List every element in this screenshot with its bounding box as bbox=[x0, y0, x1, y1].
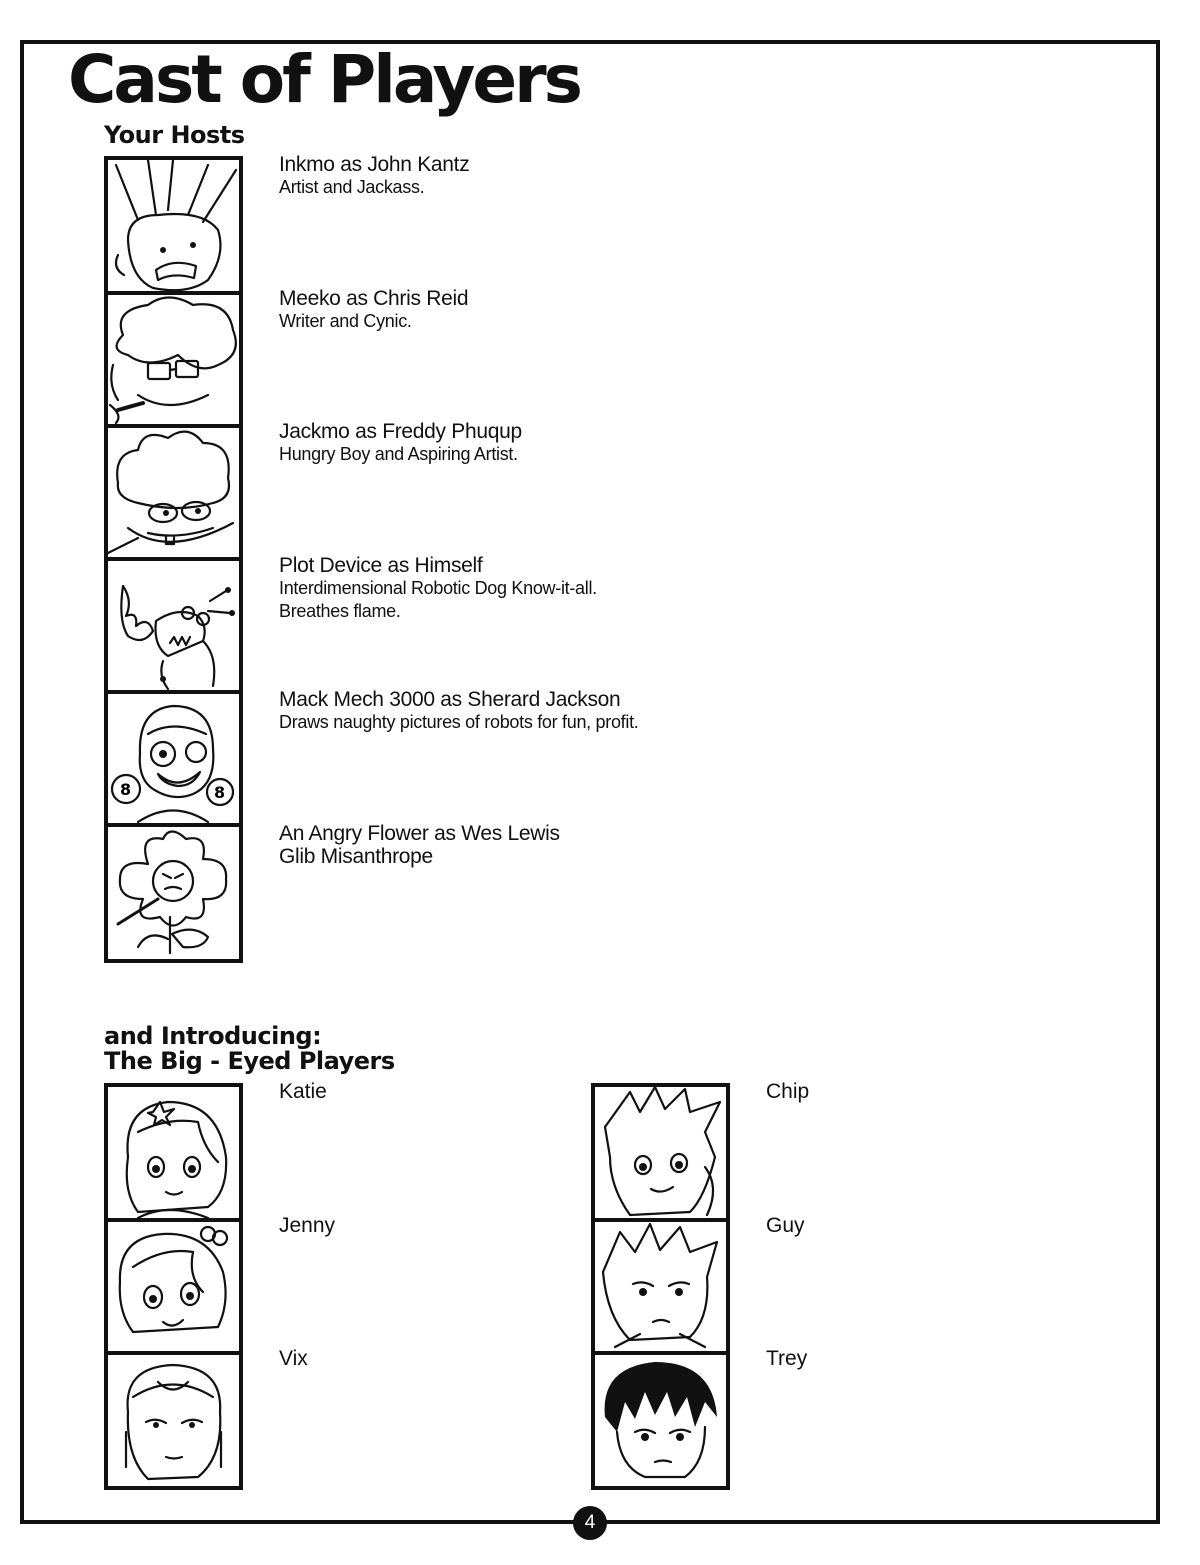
svg-text:8: 8 bbox=[120, 780, 132, 799]
host-description: Glib Misanthrope bbox=[279, 845, 433, 868]
player-name: Vix bbox=[279, 1347, 308, 1370]
player-name: Guy bbox=[766, 1214, 805, 1237]
hosts-heading: Your Hosts bbox=[104, 121, 245, 149]
host-description: Artist and Jackass. bbox=[279, 177, 425, 197]
plot-device-portrait bbox=[108, 561, 239, 694]
meeko-portrait bbox=[108, 295, 239, 428]
chip-portrait bbox=[595, 1087, 726, 1222]
host-entry bbox=[279, 554, 597, 623]
players-right-strip bbox=[591, 1083, 730, 1490]
player-name: Chip bbox=[766, 1080, 810, 1103]
player-name: Jenny bbox=[279, 1214, 336, 1237]
host-name: Meeko as Chris Reid bbox=[279, 287, 469, 310]
host-entry bbox=[279, 153, 469, 199]
host-name: Plot Device as Himself bbox=[279, 554, 483, 577]
page-title: Cast of Players bbox=[68, 41, 580, 118]
guy-portrait bbox=[595, 1222, 726, 1355]
inkmo-portrait bbox=[108, 160, 239, 295]
host-entry bbox=[279, 420, 522, 466]
host-entry bbox=[279, 688, 638, 734]
vix-portrait bbox=[108, 1355, 239, 1486]
host-name: Mack Mech 3000 as Sherard Jackson bbox=[279, 688, 621, 711]
svg-text:8: 8 bbox=[214, 783, 226, 802]
players-heading-line1: and Introducing: bbox=[104, 1022, 322, 1050]
page-number: 4 bbox=[573, 1506, 607, 1540]
host-description: Interdimensional Robotic Dog Know-it-all. Breathes flame. bbox=[279, 578, 597, 621]
host-entry bbox=[279, 822, 560, 868]
players-left-strip bbox=[104, 1083, 243, 1490]
host-name: Jackmo as Freddy Phuqup bbox=[279, 420, 522, 443]
jackmo-portrait bbox=[108, 428, 239, 561]
host-name: Inkmo as John Kantz bbox=[279, 153, 470, 176]
jenny-portrait bbox=[108, 1222, 239, 1355]
host-description: Writer and Cynic. bbox=[279, 311, 412, 331]
angry-flower-portrait bbox=[108, 827, 239, 955]
hosts-portrait-strip bbox=[104, 156, 243, 963]
host-name: An Angry Flower as Wes Lewis bbox=[279, 822, 560, 845]
host-description: Draws naughty pictures of robots for fun, profit. bbox=[279, 712, 639, 732]
katie-portrait bbox=[108, 1087, 239, 1222]
players-heading-line2: The Big - Eyed Players bbox=[104, 1047, 395, 1075]
trey-portrait bbox=[595, 1355, 726, 1486]
host-entry bbox=[279, 287, 468, 333]
player-name: Trey bbox=[766, 1347, 808, 1370]
mack-mech-portrait bbox=[108, 694, 239, 827]
player-name: Katie bbox=[279, 1080, 327, 1103]
host-description: Hungry Boy and Aspiring Artist. bbox=[279, 444, 518, 464]
